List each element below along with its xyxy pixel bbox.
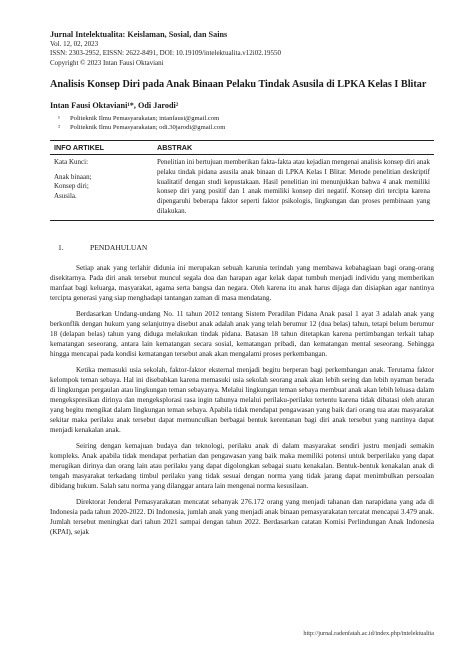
affiliations [50,114,434,132]
keyword-item: Konsep diri; [54,182,89,190]
body-paragraph: Berdasarkan Undang-undang No. 11 tahun 2012 tentang Sistem Peradilan Pidana Anak pasal 1 ayat 3 adalah anak yang berkonflik dengan hukum yang selanjutnya disebut anak adalah anak yang telah berumur 12 (dua belas) tahun, tetapi belum berumur 18 (delapan belas) tahun yang diduga melakukan tindak pidana. Batasan 18 tahun ditetapkan karena pertimbangan terkait tahap kematangan seseorang, antara lain kematangan secara sosial, kematangan pribadi, dan kematangan mental seseorang. Sehingga hingga mencapai pada kondisi kematangan tersebut anak akan mengalami proses perkembangan. [50,309,434,358]
journal-copyright: Copyright © 2023 Intan Fausi Oktaviani [50,58,164,67]
affiliation-text: Politeknik Ilmu Pemasyarakatan; odi.30jarodi@gmail.com [70,124,226,131]
keywords-cell [50,155,153,221]
journal-volume: Vol. 12, 02, 2023 [50,39,99,48]
abstract-text: Penelitian ini bertujuan memberikan fakta-fakta atau kejadian mengenai analisis konsep diri anak pelaku tindak pidana asusila anak binaan di LPKA Kelas I Blitar. Metode penelitian deskriptif kualitatif dengan studi kepustakaan. Hasil penelitian ini menunjukkan bahwa 4 anak memiliki konsep diri yang positif dan 1 anak memiliki konsep diri negatif. Konsep diri tercipta karena dipengaruhi beberapa faktor seperti faktor psikologis, lingkungan dan proses pembinaan yang dilakukan. [153,155,434,221]
keyword-list [54,173,149,202]
keyword-item: Anak binaan; [54,172,92,181]
article-authors: Intan Fausi Oktaviani¹*, Odi Jarodi² [50,101,179,110]
journal-name: Jurnal Intelektualita: Keislaman, Sosial, dan Sains [50,30,228,39]
section-heading [50,243,434,252]
info-artikel-header: INFO ARTIKEL [50,141,153,155]
body-paragraph: Ketika memasuki usia sekolah, faktor-faktor eksternal menjadi begitu berperan bagi perkembangan anak. Terutama faktor kelompok teman sebaya. Hal ini disebabkan karena memasuki usia sekolah seorang anak akan lebih sering dan lebih nyaman berada di lingkungan pergaulan atau lingkungan teman sebayanya. Melalui lingkungan teman sebaya membuat anak akan lebih leluasa dalam mengekspresikan dirinya dan mengeksplorasi rasa ingin tahunya melalui perilaku-perilaku tertentu karena tidak dibatasi oleh aturan yang begitu mengikat dalam lingkungan teman sebaya. Apabila tidak mendapat pengawasan yang baik dari orang tua atau masyarakat sekitar maka perilaku anak tersebut dapat memunculkan berbagai bentuk kerentanan bagi diri anak tersebut yang nantinya dapat menjadi kenakalan anak. [50,365,434,434]
section-title: PENDAHULUAN [90,242,148,252]
journal-issn: ISSN: 2303-2952, EISSN: 2622-8491, DOI: 10.19109/intelektualita.v12i02.19550 [50,49,281,57]
article-body [50,263,434,537]
article-info-table [50,140,434,221]
journal-header [50,30,434,68]
article-title: Analisis Konsep Diri pada Anak Binaan Pelaku Tindak Asusila di LPKA Kelas I Blitar [50,79,427,90]
keyword-label: Kata Kunci: [54,158,89,166]
body-paragraph: Direktorat Jenderal Pemasyarakatan mencatat sebanyak 276.172 orang yang menjadi tahanan dan narapidana yang ada di Indonesia pada tahun 2020-2022. Di Indonesia, jumlah anak yang menjadi anak binaan pemasyarakatan tercatat mencapai 3.479 anak. Jumlah tersebut meningkat dari tahun 2021 sampai dengan tahun 2022. Berdasarkan catatan Komisi Perlindungan Anak Indonesia (KPAI), sejak [50,497,434,536]
affiliation-2 [50,123,434,132]
keyword-item: Asusila. [54,191,77,200]
affiliation-1 [50,114,434,123]
affiliation-text: Politeknik Ilmu Pemasyarakatan; intanfausi@gmail.com [70,115,220,122]
footer-url: http://jurnal.radenfatah.ac.id/index.php/intelektualita [303,630,434,637]
abstrak-header: ABSTRAK [153,141,434,155]
affiliation-number: ¹ [58,115,60,122]
section-number: 1. [58,242,64,252]
affiliation-number: ² [58,124,60,131]
body-paragraph: Setiap anak yang terlahir didunia ini merupakan sebuah karunia terindah yang membawa kebahagiaan bagi orang-orang disekitarnya. Pada diri anak tersebut muncul segala doa dan harapan agar kelak dapat tumbuh menjadi individu yang memberikan manfaat bagi keluarga, masyarakat, agama serta bangsa dan negara. Oleh karena itu anak harus dijaga dan disiapkan agar nantinya tercipta generasi yang siap menghadapi tantangan zaman di masa mendatang. [50,263,434,302]
body-paragraph: Seiring dengan kemajuan budaya dan teknologi, perilaku anak di dalam masyarakat sendiri justru menjadi semakin kompleks. Anak apabila tidak mendapat perhatian dan pengawasan yang baik maka memiliki potensi untuk berperilaku yang dapat merugikan dirinya dan orang lain atau perilaku yang dapat digolongkan sebagai suatu kenakalan. Bentuk-bentuk kenakalan anak di tengah masyarakat terkadang timbul perilaku yang tidak sesuai dengan norma yang tidak jarang dapat menimbulkan persoalan dibidang hukum. Salah satu norma yang dilanggar antara lain mengenai norma kesusilaan. [50,441,434,490]
